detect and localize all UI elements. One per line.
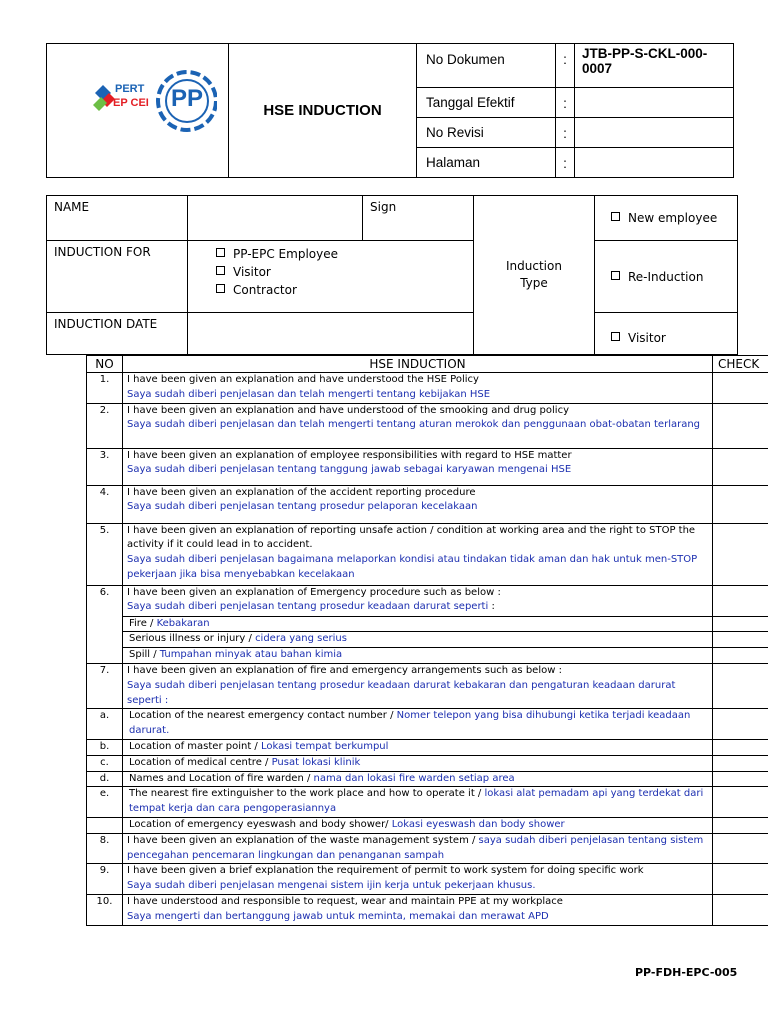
induction-date-field[interactable] xyxy=(188,313,474,355)
check-cell[interactable] xyxy=(713,585,768,616)
checkbox-icon[interactable] xyxy=(611,332,620,341)
sub-item-letter xyxy=(87,817,123,833)
sub-item-en: Names and Location of fire warden / xyxy=(129,772,314,784)
check-cell[interactable] xyxy=(713,864,768,895)
check-cell[interactable] xyxy=(713,817,768,833)
item-text-en: I have been given an explanation of the accident reporting procedure xyxy=(127,486,476,498)
column-header-title: HSE INDUCTION xyxy=(123,356,713,373)
check-cell[interactable] xyxy=(713,833,768,864)
check-cell[interactable] xyxy=(713,709,768,740)
check-cell[interactable] xyxy=(713,485,768,523)
logo-text-bottom: EP CEI xyxy=(113,97,149,109)
document-header xyxy=(46,43,734,178)
meta-colon: : xyxy=(556,88,575,118)
sign-label: Sign xyxy=(363,196,474,241)
sub-item-en: Fire / xyxy=(129,617,157,629)
company-logo xyxy=(91,65,217,137)
effective-date-value xyxy=(575,88,734,118)
item-number: 4. xyxy=(87,485,123,523)
item-text-en: I have been given an explanation of the waste management system / xyxy=(127,834,479,846)
option-visitor[interactable] xyxy=(216,263,473,281)
item-text-en: I have been given an explanation and have understood the HSE Policy xyxy=(127,374,479,385)
revision-value xyxy=(575,118,734,148)
sub-item-id: Pusat lokasi klinik xyxy=(271,756,361,768)
check-cell[interactable] xyxy=(713,616,768,632)
sub-item-id: nama dan lokasi fire warden setiap area xyxy=(313,772,515,784)
checkbox-icon[interactable] xyxy=(611,271,620,280)
sub-item-id: Tumpahan minyak atau bahan kimia xyxy=(159,649,343,661)
name-label: NAME xyxy=(47,196,188,241)
sub-item xyxy=(123,755,713,771)
page-value xyxy=(575,148,734,178)
item-text-id: Saya sudah diberi penjelasan tentang prosedur keadaan darurat kebakaran dan pengaturan keadaan darurat seperti : xyxy=(127,679,676,706)
logo-cell xyxy=(47,44,229,178)
sub-item xyxy=(123,632,713,648)
sub-item xyxy=(123,817,713,833)
induction-for-label: INDUCTION FOR xyxy=(47,241,188,313)
sub-item xyxy=(123,648,713,664)
check-cell[interactable] xyxy=(713,523,768,585)
check-cell[interactable] xyxy=(713,648,768,664)
item-text-suffix: : xyxy=(488,601,495,613)
item-text-id: Saya sudah diberi penjelasan tentang prosedur pelaporan kecelakaan xyxy=(127,501,478,513)
page-title: HSE INDUCTION xyxy=(229,44,417,178)
checklist-item-text xyxy=(123,894,713,925)
item-number: 9. xyxy=(87,864,123,895)
check-cell[interactable] xyxy=(713,894,768,925)
checklist-item-text xyxy=(123,403,713,448)
item-text-en: I have been given a brief explanation the requirement of permit to work system for doing specific work xyxy=(127,865,644,877)
sub-item-id: Kebakaran xyxy=(156,617,210,629)
item-text-id: Saya mengerti dan bertanggung jawab untuk meminta, memakai dan merawat APD xyxy=(127,910,549,922)
sub-item xyxy=(123,771,713,787)
sub-item-letter: e. xyxy=(87,787,123,818)
check-cell[interactable] xyxy=(713,755,768,771)
checkbox-icon[interactable] xyxy=(216,248,225,257)
check-cell[interactable] xyxy=(713,448,768,485)
checkbox-icon[interactable] xyxy=(611,212,620,221)
type-option-re-induction[interactable] xyxy=(595,241,738,313)
sub-item-en: Spill / xyxy=(129,649,160,661)
option-label: PP-EPC Employee xyxy=(233,247,338,261)
sub-item xyxy=(123,787,713,818)
item-text-en: I have been given an explanation of employee responsibilities with regard to HSE matter xyxy=(127,449,572,461)
item-number: 8. xyxy=(87,833,123,864)
option-label: Visitor xyxy=(233,265,271,279)
check-cell[interactable] xyxy=(713,739,768,755)
item-text-en: I have been given an explanation of Emergency procedure such as below : xyxy=(127,586,501,598)
type-option-label: New employee xyxy=(628,211,718,225)
meta-label: Tanggal Efektif xyxy=(417,88,556,118)
item-text-en: I have been given an explanation of fire and emergency arrangements such as below : xyxy=(127,664,562,676)
check-cell[interactable] xyxy=(713,373,768,404)
item-text-id: Saya sudah diberi penjelasan bagaimana melaporkan kondisi atau tindakan tidak aman dan hak untuk men-STOP pekerjaan jika bisa menyebabkan kecelakaan xyxy=(127,554,698,580)
sub-item-id: Lokasi eyeswash dan body shower xyxy=(391,818,565,830)
induction-type-label xyxy=(474,196,595,355)
checkbox-icon[interactable] xyxy=(216,266,225,275)
sub-item xyxy=(123,709,713,740)
checklist-item-text xyxy=(123,585,713,616)
meta-label: No Dokumen xyxy=(417,44,556,88)
type-option-label: Re-Induction xyxy=(628,269,704,284)
check-cell[interactable] xyxy=(713,771,768,787)
meta-label: Halaman xyxy=(417,148,556,178)
meta-colon: : xyxy=(556,118,575,148)
item-number: 2. xyxy=(87,403,123,448)
meta-colon: : xyxy=(556,44,575,88)
name-field[interactable] xyxy=(188,196,363,241)
item-text-id: saya sudah diberi penjelasan tentang sistem pencegahan pencemaran lingkungan dan penanganan sampah xyxy=(127,834,704,861)
item-number: 7. xyxy=(87,663,123,708)
sub-item xyxy=(123,616,713,632)
form-code: PP-FDH-EPC-005 xyxy=(635,966,738,979)
option-label: Contractor xyxy=(233,283,297,297)
sub-item-en: The nearest fire extinguisher to the work place and how to operate it / xyxy=(129,788,485,800)
induction-type-label-line1: Induction xyxy=(506,259,562,273)
column-header-check: CHECK xyxy=(713,356,768,373)
option-pp-epc-employee[interactable] xyxy=(216,245,473,263)
meta-label: No Revisi xyxy=(417,118,556,148)
induction-info-form xyxy=(46,195,738,355)
sub-item-letter: b. xyxy=(87,739,123,755)
hse-checklist-table xyxy=(86,355,768,926)
item-text-id: Saya sudah diberi penjelasan mengenai sistem ijin kerja untuk pekerjaan khusus. xyxy=(127,880,536,892)
check-cell[interactable] xyxy=(713,632,768,648)
checklist-item-text xyxy=(123,373,713,404)
sub-item-letter: c. xyxy=(87,755,123,771)
sub-item-en: Serious illness or injury / xyxy=(129,633,256,645)
item-text-id: Saya sudah diberi penjelasan dan telah mengerti tentang aturan merokok dan penggunaan obat-obatan terlarang xyxy=(127,419,701,431)
item-text-id: Saya sudah diberi penjelasan tentang prosedur keadaan darurat seperti xyxy=(127,601,489,613)
checklist-item-text xyxy=(123,485,713,523)
check-cell[interactable] xyxy=(713,403,768,448)
checklist-item-text xyxy=(123,864,713,895)
sub-item-en: Location of master point / xyxy=(129,740,261,752)
sub-item-id: cidera yang serius xyxy=(255,633,347,645)
checklist-item-text xyxy=(123,448,713,485)
sub-item-id: Lokasi tempat berkumpul xyxy=(260,740,389,752)
check-cell[interactable] xyxy=(713,787,768,818)
item-text-id: Saya sudah diberi penjelasan tentang tanggung jawab sebagai karyawan mengenai HSE xyxy=(127,464,572,476)
item-number: 3. xyxy=(87,448,123,485)
document-number-value: JTB-PP-S-CKL-000-0007 xyxy=(575,44,734,88)
induction-date-label: INDUCTION DATE xyxy=(47,313,188,355)
sub-item-en: Location of emergency eyeswash and body shower/ xyxy=(129,818,392,830)
item-number: 5. xyxy=(87,523,123,585)
item-text-id: Saya sudah diberi penjelasan dan telah mengerti tentang kebijakan HSE xyxy=(127,388,491,400)
type-option-label: Visitor xyxy=(628,330,666,345)
meta-colon: : xyxy=(556,148,575,178)
item-number: 1. xyxy=(87,373,123,404)
check-cell[interactable] xyxy=(713,663,768,708)
sub-item-en: Location of the nearest emergency contact number / xyxy=(129,710,397,722)
logo-pp-text: PP xyxy=(171,85,204,112)
checklist-item-text xyxy=(123,833,713,864)
checkbox-icon[interactable] xyxy=(216,284,225,293)
item-number: 10. xyxy=(87,894,123,925)
item-number: 6. xyxy=(87,585,123,663)
induction-type-label-line2: Type xyxy=(520,276,548,290)
type-option-new-employee[interactable] xyxy=(595,196,738,241)
checklist-item-text xyxy=(123,663,713,708)
option-contractor[interactable] xyxy=(216,281,473,299)
sub-item-letter: a. xyxy=(87,709,123,740)
sub-item-letter: d. xyxy=(87,771,123,787)
item-text-en: I have been given an explanation and have understood of the smooking and drug policy xyxy=(127,404,569,416)
item-text-en: I have been given an explanation of reporting unsafe action / condition at working area and the right to STOP the activity if it could lead in to accident. xyxy=(127,524,696,551)
sub-item-en: Location of medical centre / xyxy=(129,756,272,768)
checklist-item-text xyxy=(123,523,713,585)
column-header-no: NO xyxy=(87,356,123,373)
item-text-en: I have understood and responsible to request, wear and maintain PPE at my workplace xyxy=(127,895,563,907)
sub-item-id: Nomer telepon yang bisa dihubungi ketika terjadi keadaan darurat. xyxy=(129,710,691,737)
logo-text-top: PERT xyxy=(115,83,145,95)
sub-item xyxy=(123,739,713,755)
induction-for-options xyxy=(188,241,474,313)
type-option-visitor[interactable] xyxy=(595,313,738,355)
sub-item-id: lokasi alat pemadam api yang terdekat dari tempat kerja dan cara pengoperasiannya xyxy=(129,788,704,815)
